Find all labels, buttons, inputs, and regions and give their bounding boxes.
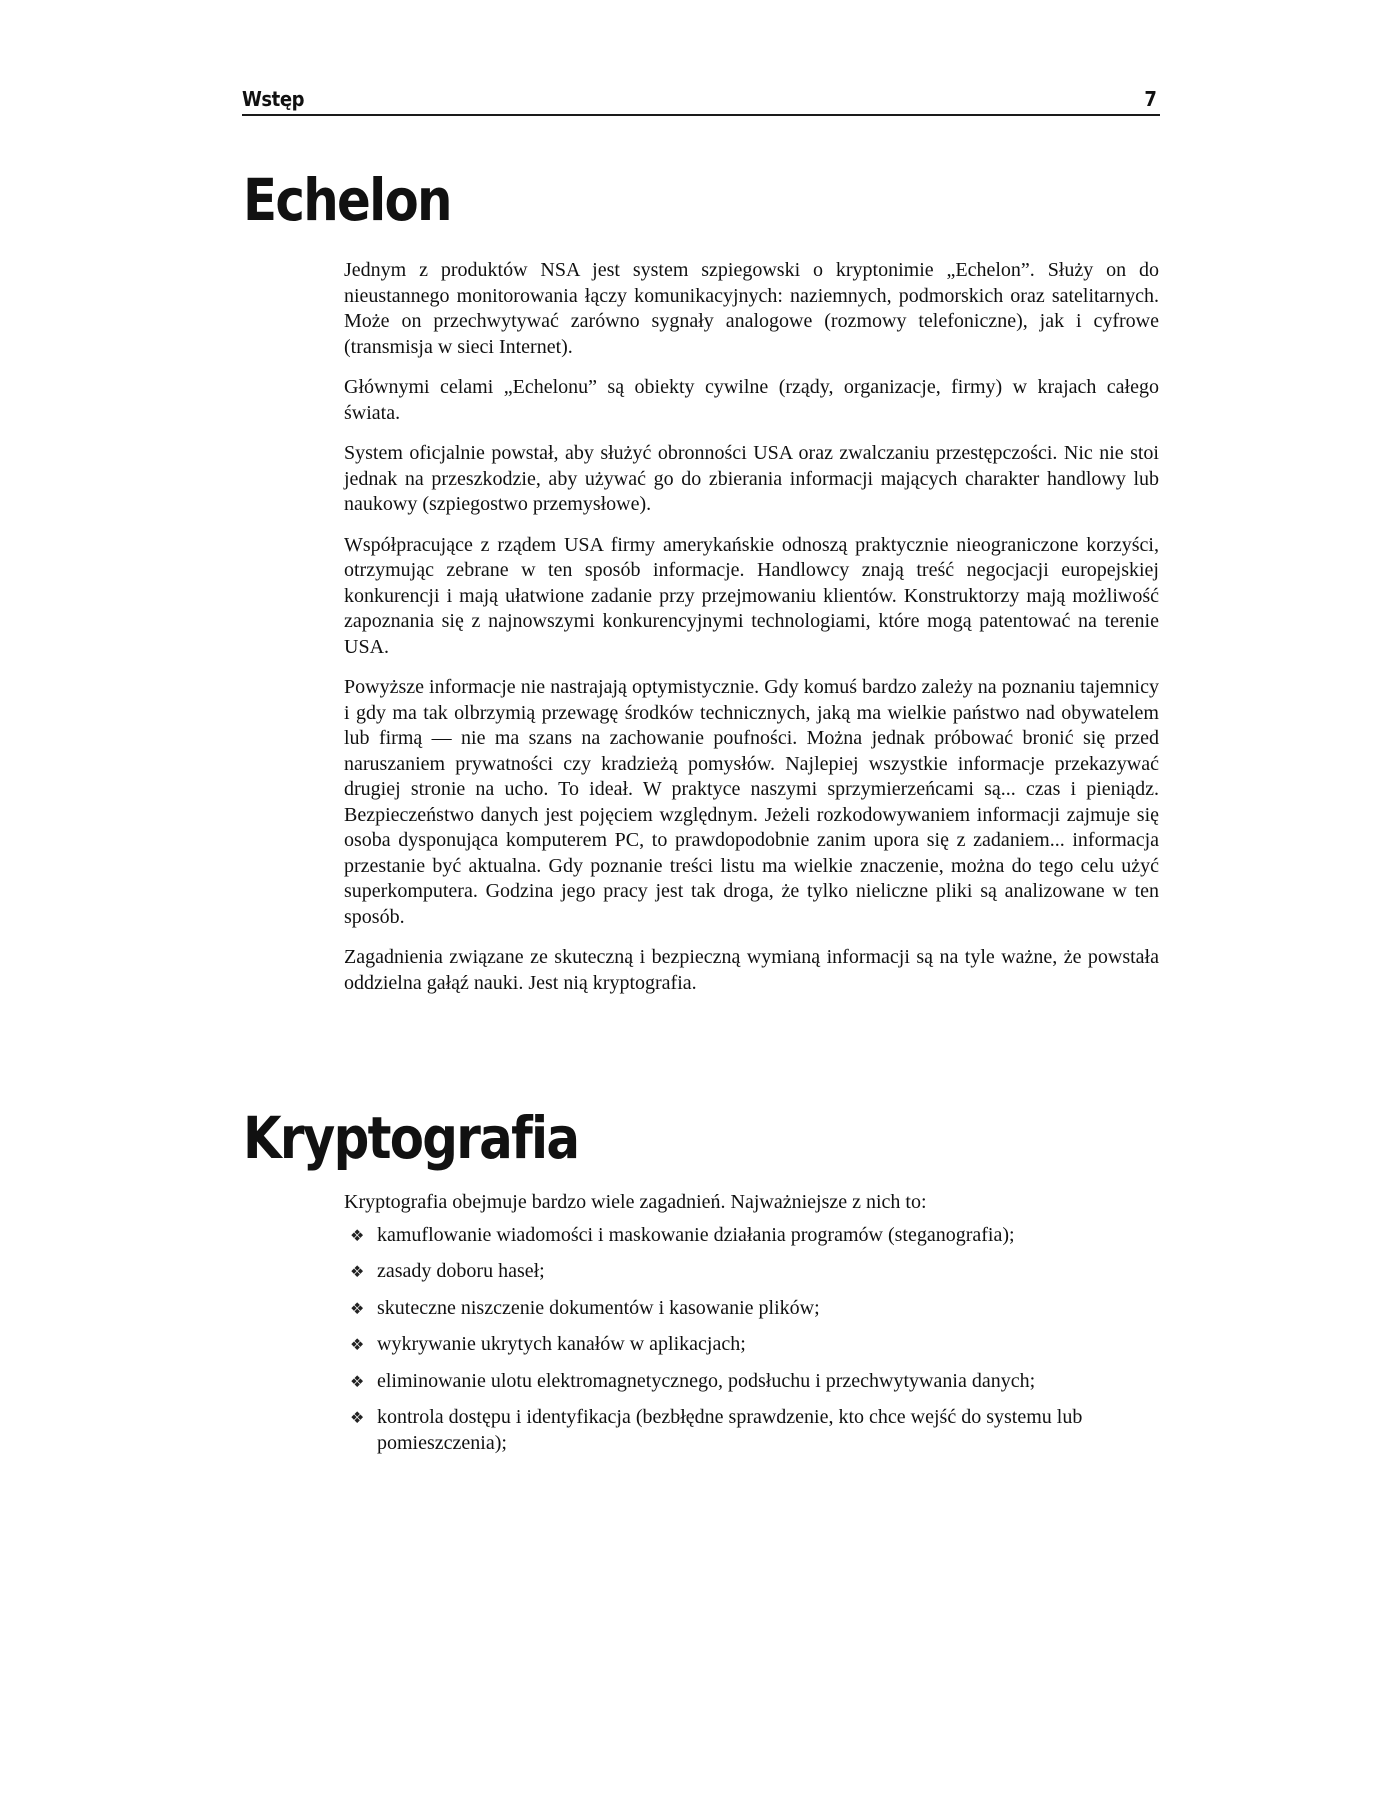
topic-list (344, 1223, 1159, 1457)
list-item (344, 1332, 1159, 1358)
paragraph: Głównymi celami „Echelonu” są obiekty cywilne (rządy, organizacje, firmy) w krajach całego świata. (344, 376, 1159, 424)
list-item-text: eliminowanie ulotu elektromagnetycznego, podsłuchu i przechwytywania danych; (377, 1369, 1036, 1392)
list-item-text: kontrola dostępu i identyfikacja (bezbłędne sprawdzenie, kto chce wejść do systemu lub pomieszczenia); (377, 1406, 1083, 1454)
header-section-name: Wstęp (242, 87, 305, 111)
diamond-bullet-icon: ❖ (350, 1371, 365, 1391)
diamond-bullet-icon: ❖ (350, 1262, 365, 1281)
list-item (344, 1223, 1159, 1249)
diamond-bullet-icon: ❖ (350, 1298, 365, 1318)
paragraph: Współpracujące z rządem USA firmy amerykańskie odnoszą praktycznie nieograniczone korzyści, otrzymując zebrane w ten sposób informacje. Handlowcy znają treść negocjacji europejskiej konkurencji i mają ułatwione zadanie przy przejmowaniu klientów. Konstruktorzy mają możliwość zapoznania się z najnowszymi konkurencyjnymi technologiami, które mogą patentować na terenie USA. (344, 533, 1159, 658)
paragraph: System oficjalnie powstał, aby służyć obronności USA oraz zwalczaniu przestępczości. Nic nie stoi jednak na przeszkodzie, aby używać go do zbierania informacji mających charakter handlowy lub naukowy (szpiegostwo przemysłowe). (344, 442, 1159, 515)
list-item (344, 1259, 1159, 1285)
diamond-bullet-icon: ❖ (350, 1225, 365, 1245)
list-item-text: wykrywanie ukrytych kanałów w aplikacjach; (377, 1333, 746, 1355)
diamond-bullet-icon: ❖ (350, 1335, 365, 1354)
running-header (242, 84, 1160, 116)
list-item (344, 1296, 1159, 1322)
header-page-number: 7 (1143, 87, 1156, 111)
section-title-echelon: Echelon (243, 166, 451, 234)
list-item-text: skuteczne niszczenie dokumentów i kasowanie plików; (377, 1296, 820, 1319)
diamond-bullet-icon: ❖ (350, 1408, 365, 1427)
paragraph: Zagadnienia związane ze skuteczną i bezpieczną wymianą informacji są na tyle ważne, że powstała oddzielna gałąź nauki. Jest nią kryptografia. (344, 946, 1159, 994)
paragraph: Powyższe informacje nie nastrajają optymistycznie. Gdy komuś bardzo zależy na poznaniu tajemnicy i gdy ma tak olbrzymią przewagę środków technicznych, jaką ma wielkie państwo nad obywatelem lub firmą — nie ma szans na zachowanie poufności. Można jednak próbować bronić się przed naruszaniem prywatności czy kradzieżą pomysłów. Najlepiej wszystkie informacje przekazywać drugiej stronie na ucho. To ideał. W praktyce naszymi sprzymierzeńcami są... czas i pieniądz. Bezpieczeństwo danych jest pojęciem względnym. Jeżeli rozkodowywaniem informacji zajmuje się osoba dysponująca komputerem PC, to prawdopodobnie zanim upora się z zadaniem... informacja przestanie być aktualna. Gdy poznanie treści listu ma wielkie znaczenie, można do tego celu użyć superkomputera. Godzina jego pracy jest tak droga, że tylko nieliczne pliki są analizowane w ten sposób. (344, 676, 1159, 928)
list-item (344, 1405, 1159, 1456)
paragraph: Jednym z produktów NSA jest system szpiegowski o kryptonimie „Echelon”. Służy on do nieustannego monitorowania łączy komunikacyjnych: naziemnych, podmorskich oraz satelitarnych. Może on przechwytywać zarówno sygnały analogowe (rozmowy telefoniczne), jak i cyfrowe (transmisja w sieci Internet). (344, 259, 1159, 358)
list-item (344, 1369, 1159, 1395)
list-item-text: kamuflowanie wiadomości i maskowanie działania programów (steganografia); (377, 1223, 1015, 1246)
section-body-echelon (344, 258, 1159, 1011)
list-item-text: zasady doboru haseł; (377, 1260, 545, 1282)
section-title-kryptografia: Kryptografia (243, 1104, 579, 1172)
section-body-kryptografia (344, 1190, 1159, 1467)
list-intro: Kryptografia obejmuje bardzo wiele zagadnień. Najważniejsze z nich to: (344, 1191, 927, 1213)
